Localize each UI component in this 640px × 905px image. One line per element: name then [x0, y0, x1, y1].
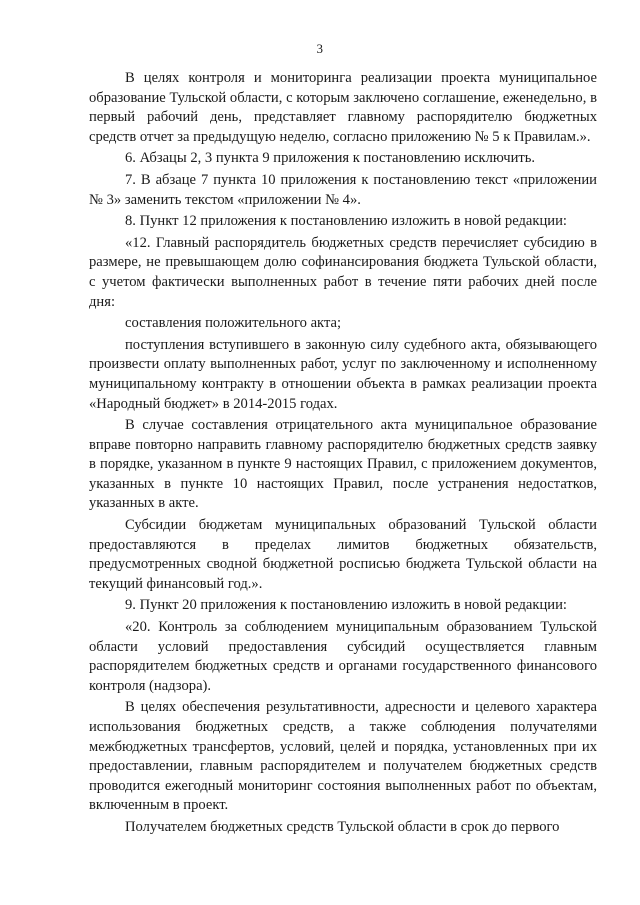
paragraph: В случае составления отрицательного акта муниципальное образование вправе повторно направить главному распорядителю бюджетных средств заявку в порядке, указанном в пункте 9 настоящих Правил, с приложением документов, указанных в пункте 10 настоящих Правил, после устранения недостатков, указанных в акте.	[89, 417, 597, 512]
page-number: 3	[316, 41, 324, 56]
paragraph: «12. Главный распорядитель бюджетных средств перечисляет субсидию в размере, не превышающем долю софинансирования бюджета Тульской области, с учетом фактически выполненных работ в течение пяти рабочих дней после дня:	[89, 234, 597, 310]
paragraph: 6. Абзацы 2, 3 пункта 9 приложения к постановлению исключить.	[125, 150, 536, 167]
paragraph: В целях обеспечения результативности, адресности и целевого характера использования бюджетных средств, а также соблюдения получателями межбюджетных трансфертов, условий, целей и порядка, установленных при их предоставлении, главным распорядителем и получателем бюджетных средств проводится ежегодный мониторинг состояния выполненных работ по объектам, включенным в проект.	[89, 699, 597, 814]
paragraph: поступления вступившего в законную силу судебного акта, обязывающего произвести оплату выполненных работ, услуг по заключенному и исполненному муниципальному контракту в отношении объекта в рамках реализации проекта «Народный бюджет» в 2014-2015 годах.	[89, 336, 597, 412]
paragraph: Получателем бюджетных средств Тульской области в срок до первого	[125, 818, 560, 835]
paragraph: В целях контроля и мониторинга реализации проекта муниципальное образование Тульской области, с которым заключено соглашение, еженедельно, в первый рабочий день, представляет главному распорядителю бюджетных средств отчет за предыдущую неделю, согласно приложению № 5 к Правилам.».	[89, 70, 597, 145]
paragraph: составления положительного акта;	[125, 315, 342, 332]
paragraph: Субсидии бюджетам муниципальных образований Тульской области предоставляются в пределах лимитов бюджетных обязательств, предусмотренных сводной бюджетной росписью бюджета Тульской области на текущий финансовый год.».	[89, 517, 597, 592]
paragraph: 9. Пункт 20 приложения к постановлению изложить в новой редакции:	[125, 597, 567, 614]
paragraph: «20. Контроль за соблюдением муниципальным образованием Тульской области условий предоставления субсидий осуществляется главным распорядителем бюджетных средств и органами государственного финансового контроля (надзора).	[89, 619, 597, 694]
paragraph: 8. Пункт 12 приложения к постановлению изложить в новой редакции:	[125, 213, 567, 230]
paragraph: 7. В абзаце 7 пункта 10 приложения к постановлению текст «приложении № 3» заменить текстом «приложении № 4».	[89, 171, 597, 208]
document-body	[89, 69, 597, 838]
